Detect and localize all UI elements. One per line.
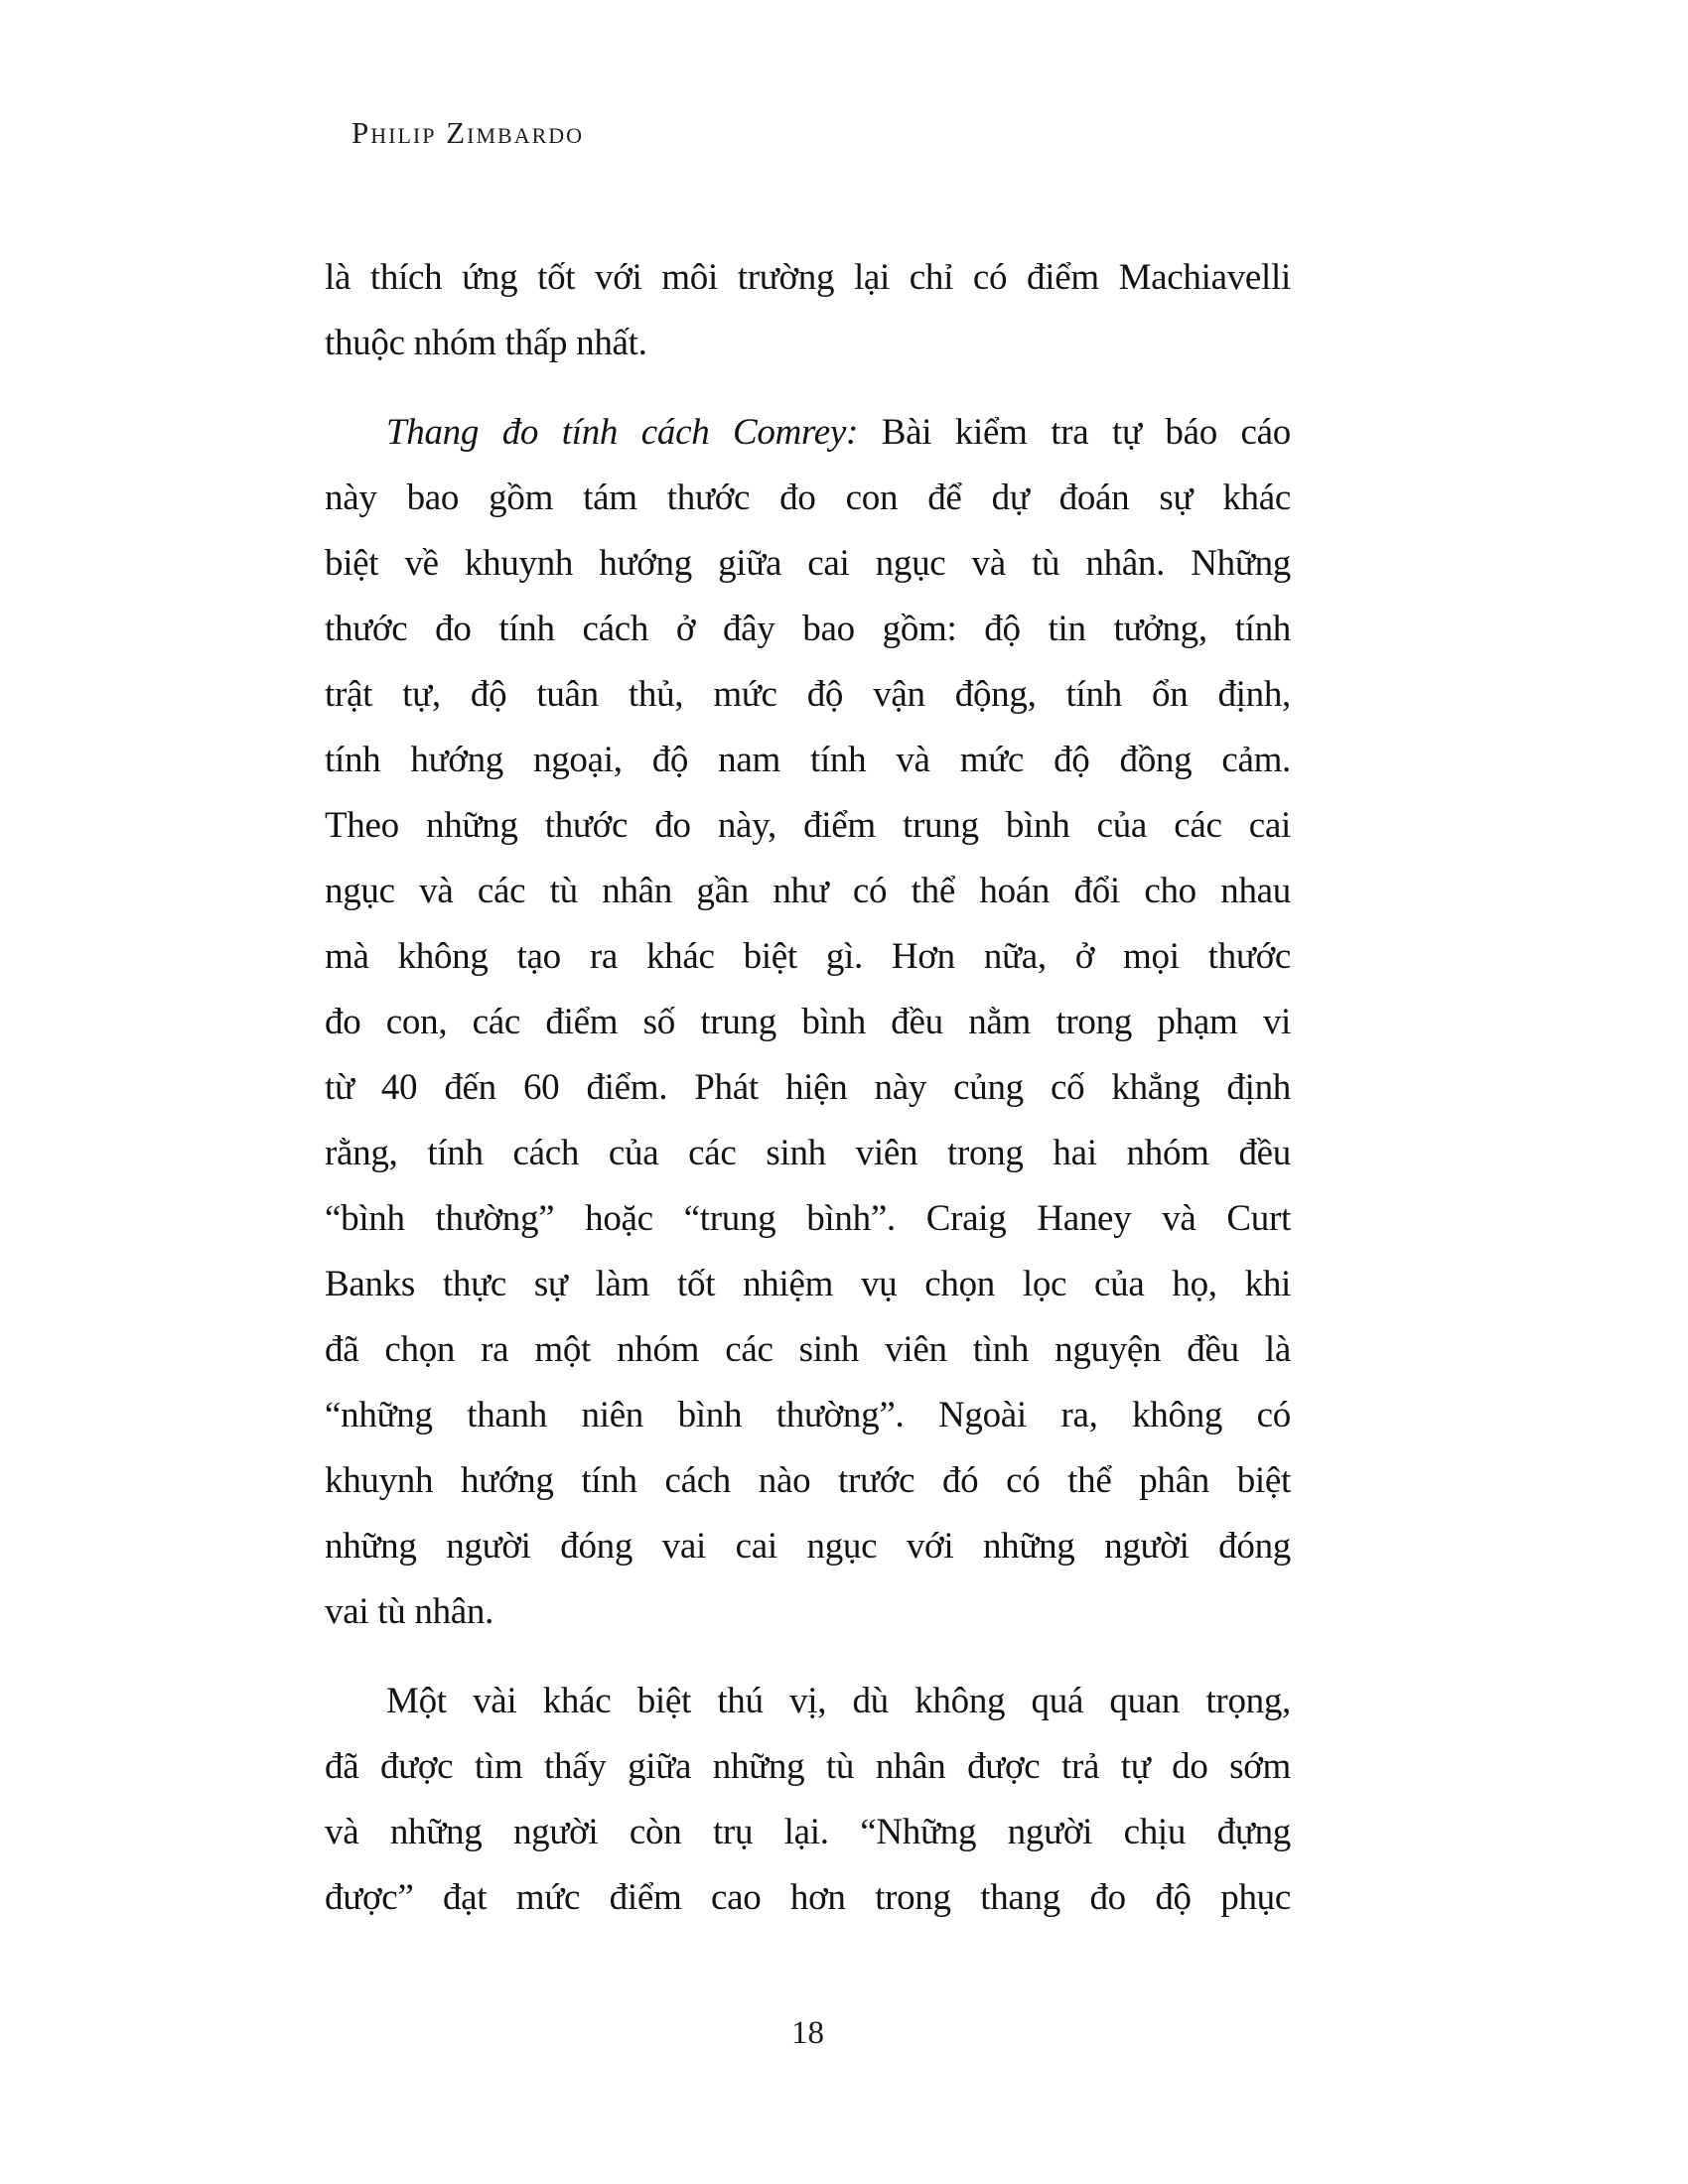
text-line: ngục và các tù nhân gần như có thể hoán đổi cho nhau — [325, 871, 1291, 911]
text-line: Một vài khác biệt thú vị, dù không quá quan trọng, — [386, 1681, 1291, 1721]
text-line: những người đóng vai cai ngục với những người đóng — [325, 1526, 1291, 1567]
text-line: rằng, tính cách của các sinh viên trong hai nhóm đều — [325, 1133, 1291, 1173]
text-line: mà không tạo ra khác biệt gì. Hơn nữa, ở mọi thước — [325, 936, 1291, 977]
text-line: thuộc nhóm thấp nhất. — [325, 323, 647, 363]
text-line: Banks thực sự làm tốt nhiệm vụ chọn lọc của họ, khi — [325, 1264, 1291, 1304]
text-line: trật tự, độ tuân thủ, mức độ vận động, tính ổn định, — [325, 674, 1291, 715]
text-line: khuynh hướng tính cách nào trước đó có thể phân biệt — [325, 1460, 1291, 1501]
text-line: “bình thường” hoặc “trung bình”. Craig Haney và Curt — [325, 1198, 1291, 1239]
running-header-author: Philip Zimbardo — [352, 115, 585, 150]
text-line — [325, 400, 1291, 466]
text-line: được” đạt mức điểm cao hơn trong thang đo độ phục — [325, 1877, 1291, 1918]
paragraph-continuation — [325, 245, 1291, 376]
text-line: đã được tìm thấy giữa những tù nhân được trả tự do sớm — [325, 1746, 1291, 1787]
text-line: đo con, các điểm số trung bình đều nằm trong phạm vi — [325, 1002, 1291, 1042]
body-text — [325, 245, 1291, 1931]
text-line: tính hướng ngoại, độ nam tính và mức độ đồng cảm. — [325, 740, 1291, 780]
text-line: Theo những thước đo này, điểm trung bình của các cai — [325, 805, 1291, 846]
text-line: và những người còn trụ lại. “Những người chịu đựng — [325, 1812, 1291, 1852]
text-line: biệt về khuynh hướng giữa cai ngục và tù nhân. Những — [325, 543, 1291, 584]
paragraph-comrey-scale — [325, 400, 1291, 1645]
text-line: từ 40 đến 60 điểm. Phát hiện này củng cố khẳng định — [325, 1067, 1291, 1108]
page-number: 18 — [791, 2015, 824, 2051]
text-line: đã chọn ra một nhóm các sinh viên tình nguyện đều là — [325, 1329, 1291, 1370]
text-line: “những thanh niên bình thường”. Ngoài ra, không có — [325, 1395, 1291, 1435]
text-line: này bao gồm tám thước đo con để dự đoán sự khác — [325, 478, 1291, 518]
text-line: thước đo tính cách ở đây bao gồm: độ tin tưởng, tính — [325, 609, 1291, 649]
paragraph-differences — [325, 1669, 1291, 1931]
text-line: vai tù nhân. — [325, 1591, 494, 1632]
lead-rest: Bài kiểm tra tự báo cáo — [858, 412, 1291, 453]
italic-lead: Thang đo tính cách Comrey: — [386, 412, 859, 453]
text-line: là thích ứng tốt với môi trường lại chỉ có điểm Machiavelli — [325, 257, 1291, 298]
